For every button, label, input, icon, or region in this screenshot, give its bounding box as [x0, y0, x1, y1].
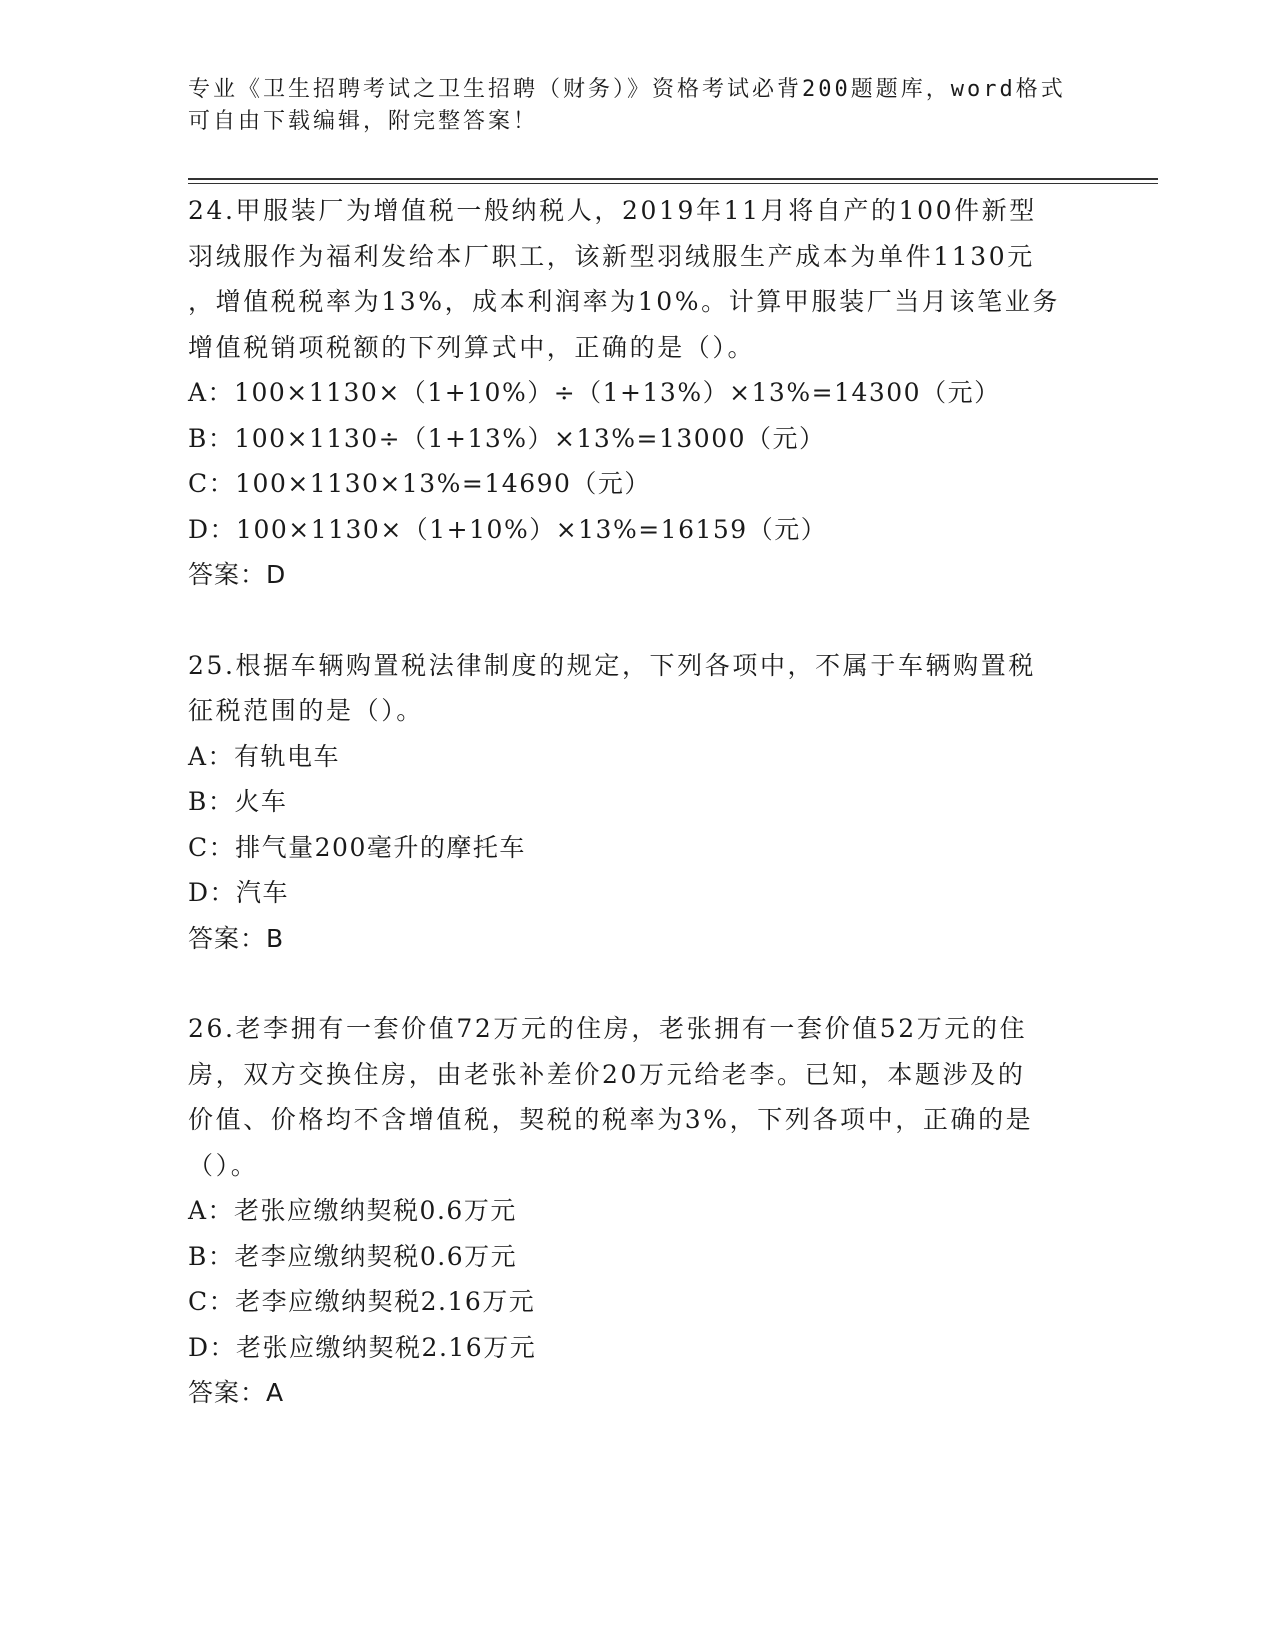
- answer-line: 答案：A: [188, 1378, 285, 1407]
- option-b: B：老李应缴纳契税0.6万元: [188, 1241, 518, 1271]
- option-a: A：100×1130×（1+10%）÷（1+13%）×13%=14300（元）: [188, 378, 1001, 407]
- option-c: C：老李应缴纳契税2.16万元: [188, 1287, 536, 1316]
- option-d: D：老张应缴纳契税2.16万元: [188, 1332, 537, 1362]
- header-divider-thin: [188, 183, 1158, 184]
- question-text-line: （）。: [188, 1150, 259, 1180]
- option-a: A：有轨电车: [188, 741, 341, 771]
- answer-line: 答案：D: [188, 560, 287, 589]
- option-b: B：100×1130÷（1+13%）×13%=13000（元）: [188, 423, 826, 453]
- question-text-line: 羽绒服作为福利发给本厂职工，该新型羽绒服生产成本为单件1130元: [188, 241, 1035, 271]
- option-b: B：火车: [188, 787, 288, 816]
- question-text-line: 24.甲服装厂为增值税一般纳税人，2019年11月将自产的100件新型: [188, 196, 1037, 225]
- question-25: [188, 643, 1088, 962]
- document-header: [188, 74, 1088, 138]
- question-26: [188, 1006, 1088, 1416]
- header-line-1: 专业《卫生招聘考试之卫生招聘（财务）》资格考试必背200题题库，word格式: [188, 77, 1066, 102]
- header-divider-thick: [188, 178, 1158, 180]
- question-gap: [188, 598, 1088, 643]
- header-line-2: 可自由下载编辑，附完整答案！: [188, 109, 539, 134]
- answer-line: 答案：B: [188, 923, 285, 953]
- question-text-line: 26.老李拥有一套价值72万元的住房，老张拥有一套价值52万元的住: [188, 1014, 1028, 1043]
- question-text-line: 价值、价格均不含增值税，契税的税率为3%，下列各项中，正确的是: [188, 1105, 1034, 1134]
- question-text-line: 房，双方交换住房，由老张补差价20万元给老李。已知，本题涉及的: [188, 1059, 1026, 1089]
- question-text-line: 25.根据车辆购置税法律制度的规定，下列各项中，不属于车辆购置税: [188, 650, 1036, 680]
- option-c: C：排气量200毫升的摩托车: [188, 832, 526, 862]
- question-gap: [188, 961, 1088, 1006]
- option-d: D：汽车: [188, 878, 290, 907]
- question-text-line: 征税范围的是（）。: [188, 696, 424, 725]
- option-c: C：100×1130×13%=14690（元）: [188, 469, 651, 498]
- question-24: [188, 188, 1088, 598]
- option-d: D：100×1130×（1+10%）×13%=16159（元）: [188, 514, 828, 544]
- question-text-line: ，增值税税率为13%，成本利润率为10%。计算甲服装厂当月该笔业务: [188, 287, 1060, 316]
- question-text-line: 增值税销项税额的下列算式中，正确的是（）。: [188, 332, 756, 362]
- question-list: [188, 188, 1088, 1416]
- option-a: A：老张应缴纳契税0.6万元: [188, 1196, 517, 1225]
